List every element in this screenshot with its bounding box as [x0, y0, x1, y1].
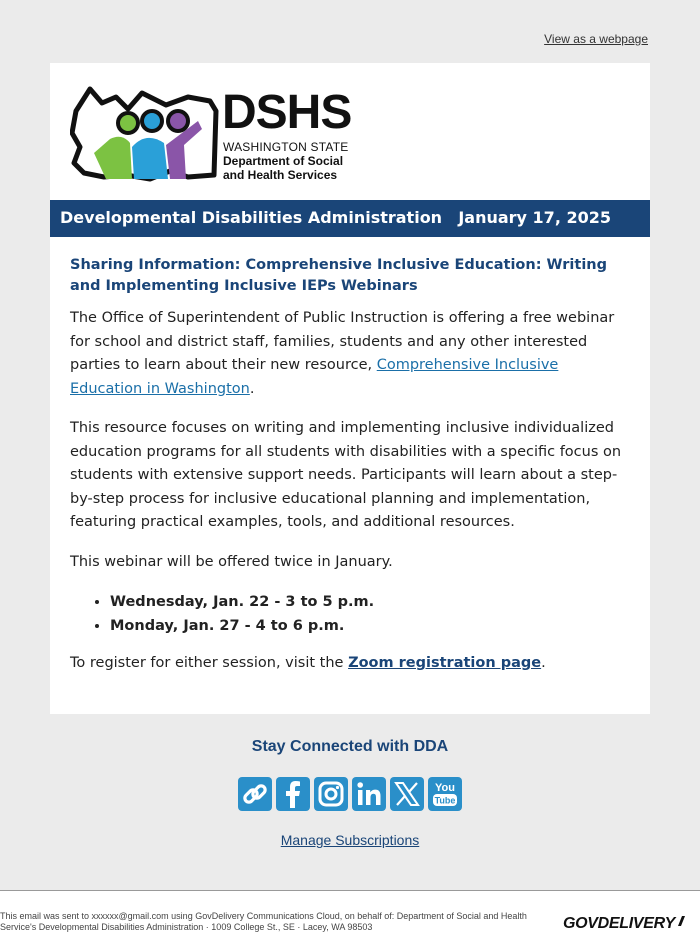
logo-line-2: Department of Social: [223, 154, 344, 168]
article-heading: Sharing Information: Comprehensive Inclusive Education: Writing and Implementing Inclusive IEPs Webinars: [70, 257, 608, 294]
paragraph-register: [70, 652, 630, 676]
header-banner: [50, 200, 650, 237]
intro-text: The Office of Superintendent of Public Instruction is offering a free webinar for school and district staff, families, students and any other interested parties to learn about their new resource,: [70, 310, 615, 373]
linkedin-icon[interactable]: [352, 777, 386, 811]
link-icon[interactable]: [238, 777, 272, 811]
logo-line-1: WASHINGTON STATE: [223, 140, 349, 154]
paragraph-offered: This webinar will be offered twice in January.: [70, 553, 393, 570]
top-bar: [0, 0, 700, 62]
administration-name: Developmental Disabilities Administration: [60, 208, 443, 227]
youtube-you-text: You: [435, 782, 455, 794]
dshs-logo: [70, 83, 360, 208]
facebook-icon[interactable]: [276, 777, 310, 811]
manage-subscriptions-link[interactable]: Manage Subscriptions: [280, 832, 420, 848]
register-text: To register for either session, visit the: [70, 655, 349, 671]
govdelivery-text: GOVDELIVERY: [563, 915, 675, 932]
zoom-registration-link[interactable]: Zoom registration page: [348, 655, 542, 671]
bulletin-date: January 17, 2025: [458, 208, 611, 227]
article-body: [70, 255, 630, 692]
govdelivery-logo: [563, 915, 686, 933]
paragraph-intro: [70, 307, 630, 401]
session-item: • Wednesday, Jan. 22 - 3 to 5 p.m.: [110, 590, 630, 614]
washington-people-icon: [70, 83, 220, 183]
stay-connected-heading: Stay Connected with DDA: [251, 738, 449, 755]
instagram-icon[interactable]: [314, 777, 348, 811]
intro-end: .: [249, 380, 255, 397]
youtube-icon[interactable]: [428, 777, 462, 811]
register-end: .: [541, 655, 546, 671]
session-list: [70, 590, 630, 638]
logo-line-3: and Health Services: [223, 168, 338, 182]
legal-footer: [0, 890, 700, 940]
session-item: • Monday, Jan. 27 - 4 to 6 p.m.: [110, 614, 630, 638]
paragraph-resource: This resource focuses on writing and implementing inclusive individualized education programs for all students with disabilities with a specific focus on students with extensive support needs. Participants will learn about a step-by-step process for inclusive educational planning and implementation, featuring practical examples, tools, and additional resources.: [70, 420, 622, 530]
email-card: [50, 63, 650, 714]
resource-link[interactable]: Comprehensive Inclusive Education in Washington: [70, 357, 559, 397]
logo-dshs-text: DSHS: [222, 86, 352, 139]
view-as-webpage-link[interactable]: View as a webpage: [544, 32, 648, 46]
legal-text: This email was sent to xxxxxx@gmail.com using GovDelivery Communications Cloud, on behalf of: Department of Social and Health Service's Developmental Disabilities Administration · 1009 College St., SE · Lacey, WA 98503: [0, 911, 527, 932]
govdelivery-flag-icon: [676, 915, 686, 927]
youtube-tube-text: Tube: [434, 795, 456, 806]
x-icon[interactable]: [390, 777, 424, 811]
logo-subtitle: [223, 140, 348, 182]
